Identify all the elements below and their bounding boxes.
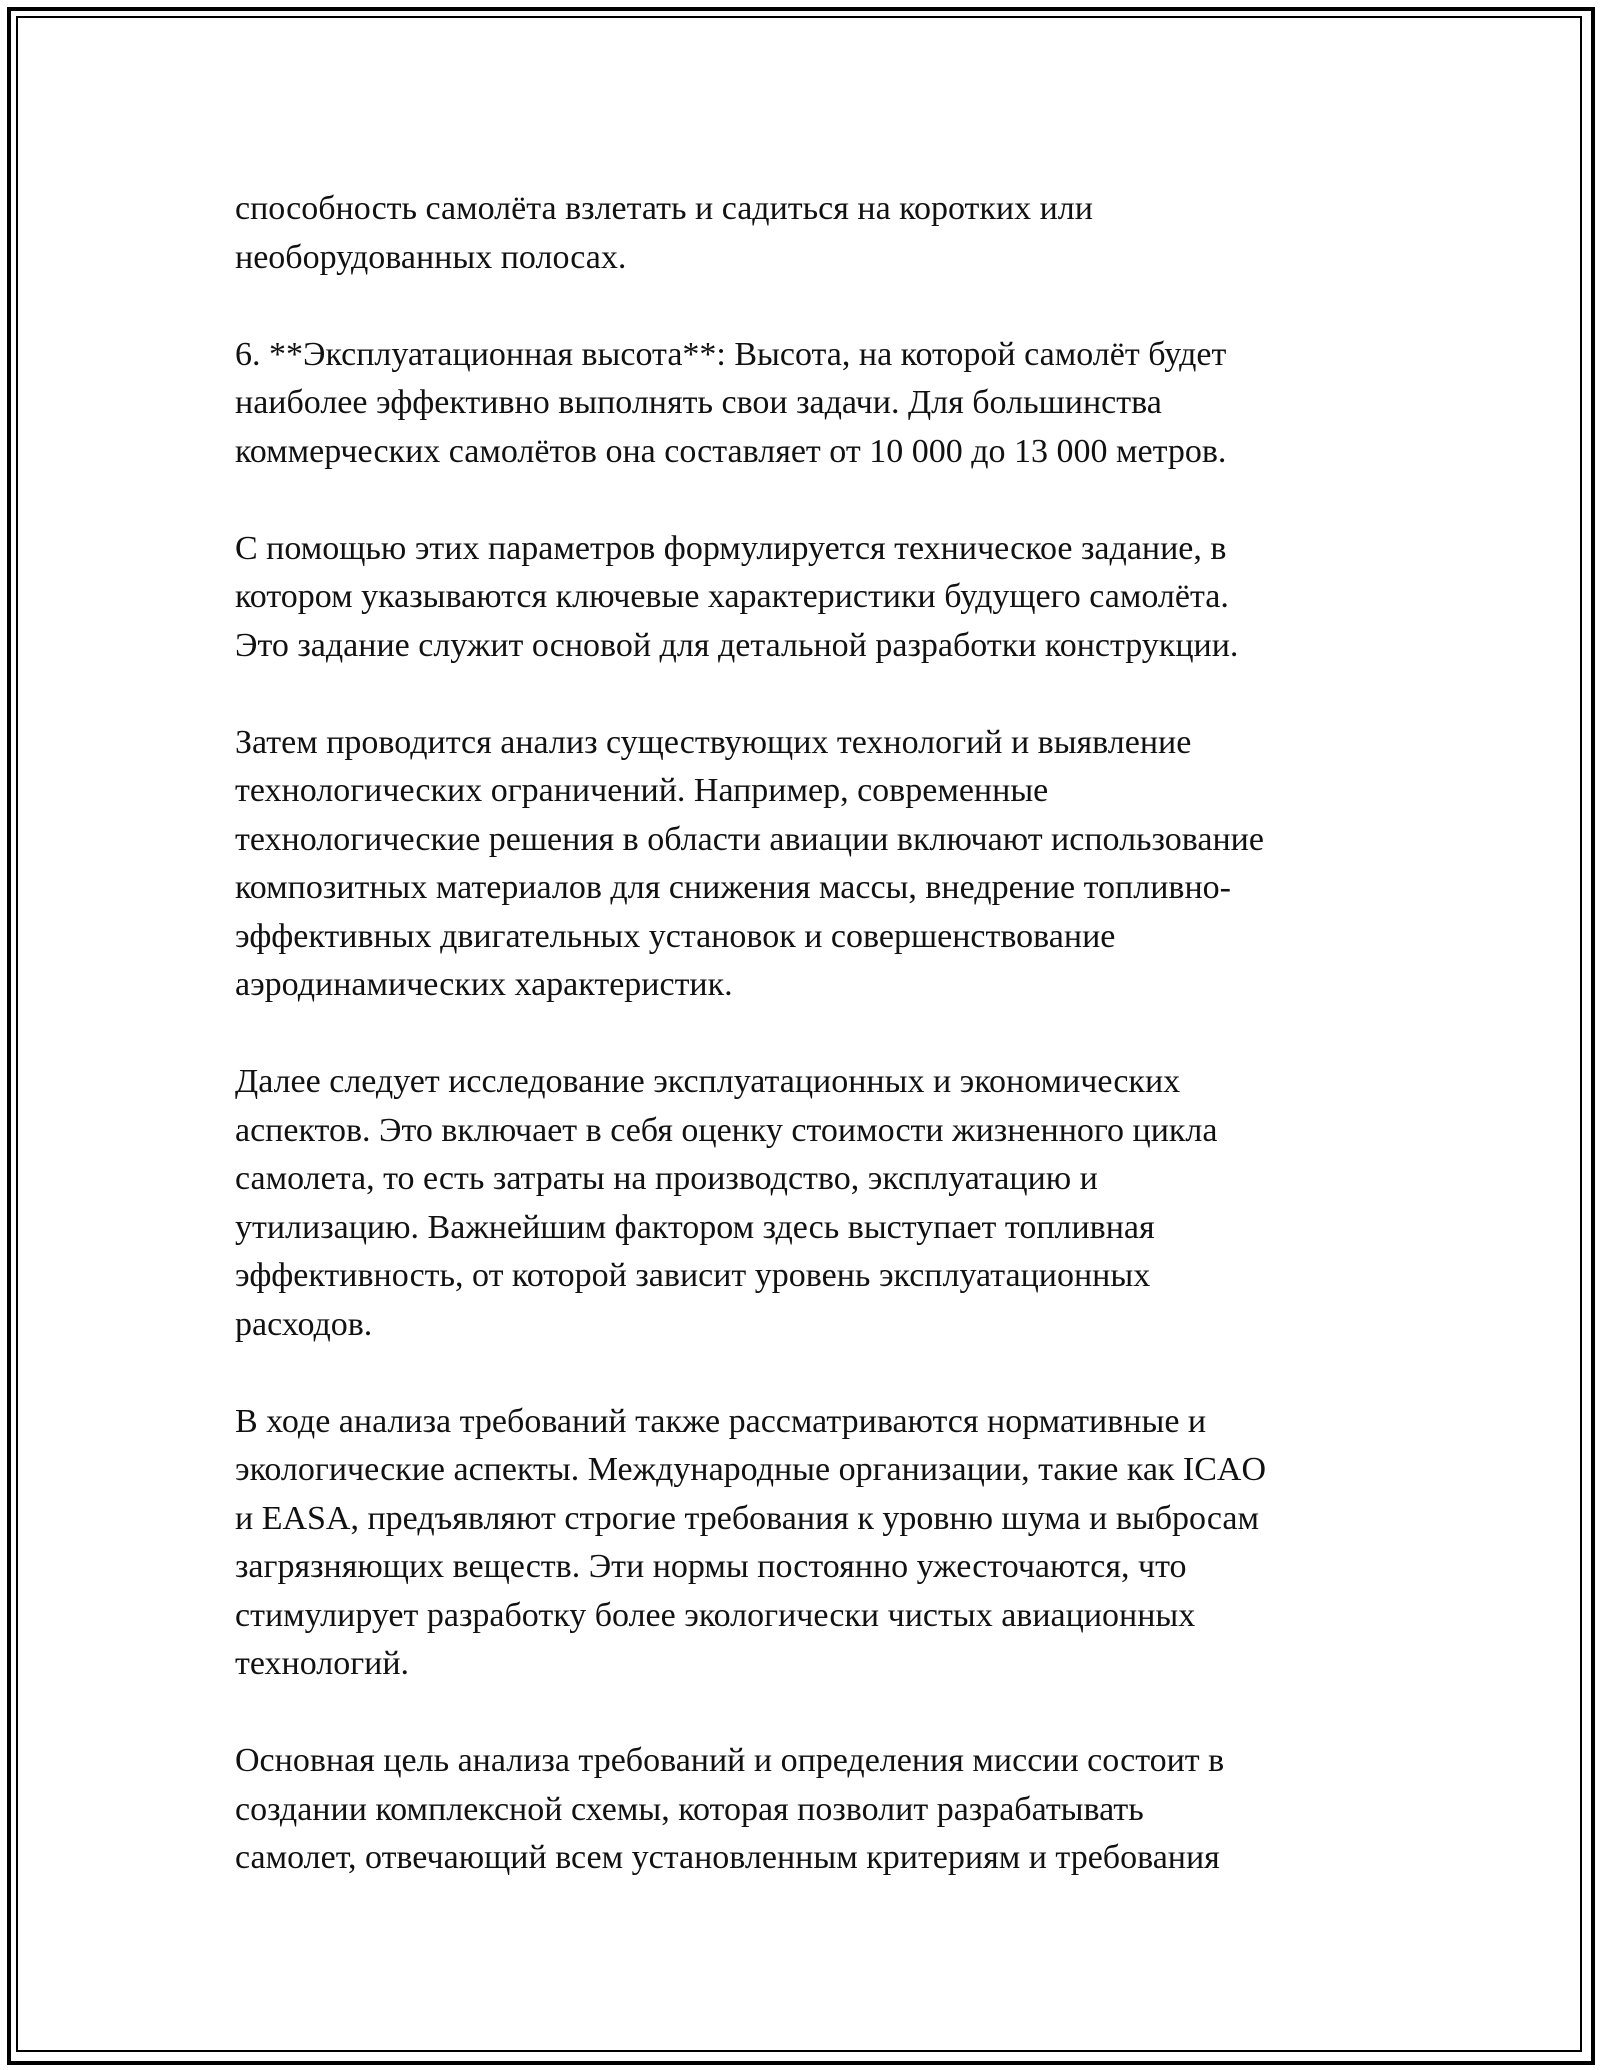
document-body bbox=[235, 185, 1365, 1883]
paragraph-technical-specification: С помощью этих параметров формулируется техническое задание, в котором указываются ключевые характеристики будущего самолёта. Это задание служит основой для детальной разработки конструкции. bbox=[235, 529, 1239, 664]
paragraph-regulatory-aspects: В ходе анализа требований также рассматриваются нормативные и экологические аспекты. Международные организации, такие как ICAO и EASA, предъявляют строгие требования к уровню шума и выбросам загрязняющих веществ. Эти нормы постоянно ужесточаются, что стимулирует разработку более экологически чистых авиационных технологий. bbox=[235, 1402, 1267, 1682]
paragraph-short-takeoff-landing: способность самолёта взлетать и садиться на коротких или необорудованных полосах. bbox=[235, 190, 1093, 276]
paragraph-operational-altitude: 6. **Эксплуатационная высота**: Высота, на которой самолёт будет наиболее эффективно выполнять свои задачи. Для большинства коммерческих самолётов она составляет от 10 000 до 13 000 метров. bbox=[235, 335, 1227, 470]
paragraph-technology-analysis: Затем проводится анализ существующих технологий и выявление технологических ограничений. Например, современные технологические решения в области авиации включают использование композитных материалов для снижения массы, внедрение топливно- эффективных двигательных установок и совершенствование аэродинамических характеристик. bbox=[235, 723, 1264, 1003]
paragraph-economic-aspects: Далее следует исследование эксплуатационных и экономических аспектов. Это включает в себя оценку стоимости жизненного цикла самолета, то есть затраты на производство, эксплуатацию и утилизацию. Важнейшим фактором здесь выступает топливная эффективность, от которой зависит уровень эксплуатационных расходов. bbox=[235, 1063, 1218, 1343]
paragraph-main-goal: Основная цель анализа требований и определения миссии состоит в создании комплексной схемы, которая позволит разрабатывать самолет, отвечающий всем установленным критериям и требования bbox=[235, 1742, 1225, 1876]
